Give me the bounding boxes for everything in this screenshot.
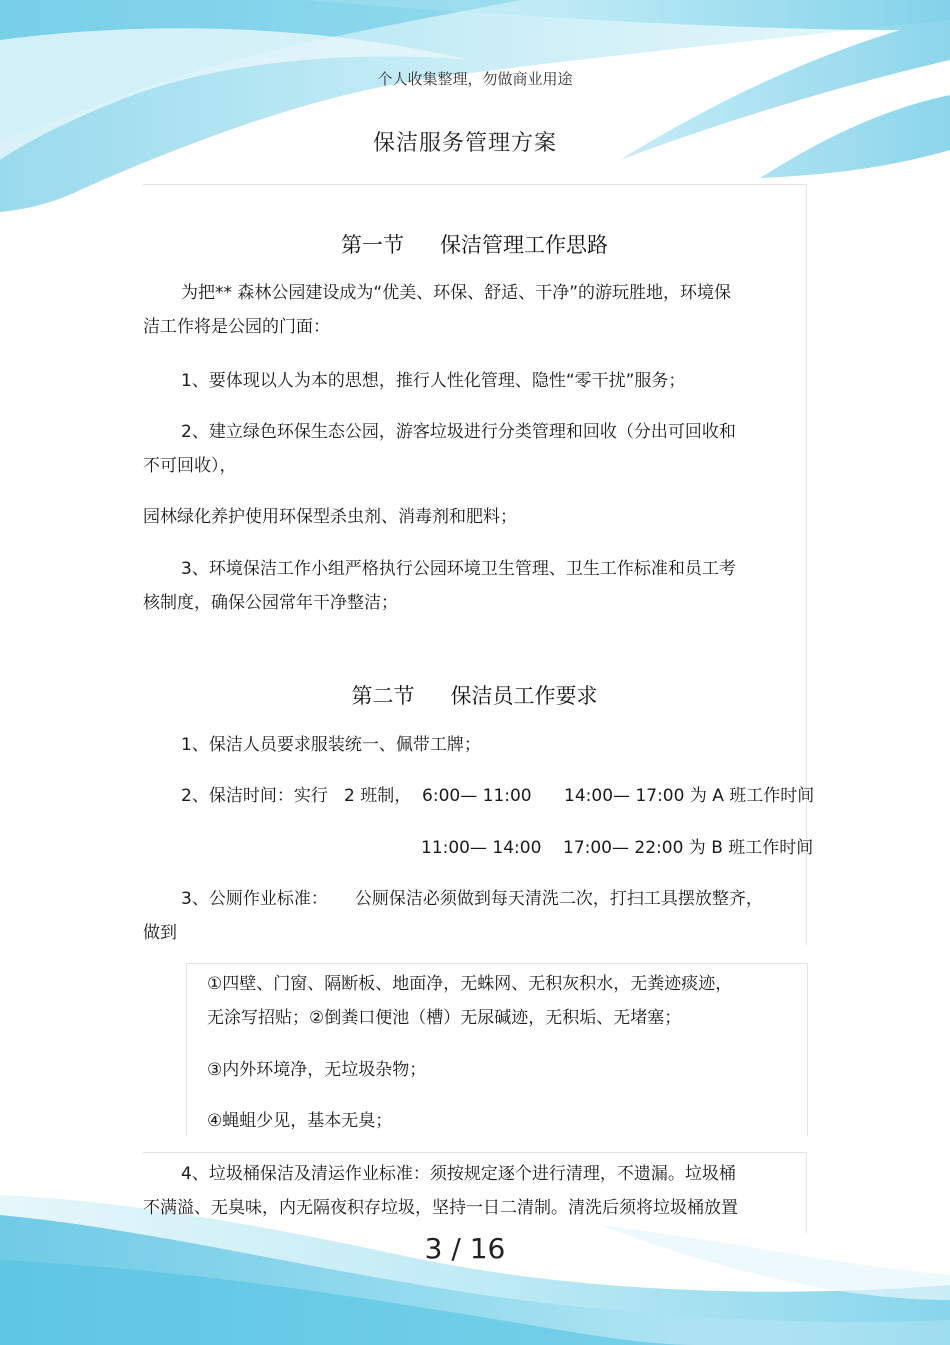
requirement-3-line-1: 3、公厕作业标准： 公厕保洁必须做到每天清洗二次，打扫工具摆放整齐， — [181, 889, 763, 909]
intro-line-1: 为把** 森林公园建设成为“优美、环保、舒适、干净”的游玩胜地，环境保 — [181, 283, 732, 303]
requirement-4-line-1: 4、垃圾桶保洁及清运作业标准：须按规定逐个进行清理，不遗漏。垃圾桶 — [181, 1164, 736, 1184]
page-indicator: 3 / 16 — [424, 1232, 506, 1265]
requirement-2-line-1: 2、保洁时间：实行 2 班制， 6:00— 11:00 14:00— 17:00 为 A 班工作时间 — [181, 786, 815, 806]
principle-item-3-line-2: 核制度，确保公园常年干净整洁； — [143, 593, 398, 613]
section-1-heading — [143, 229, 806, 259]
toilet-standard-a-line-2: 无涂写招贴；②倒粪口便池（槽）无尿碱迹，无积垢、无堵塞； — [207, 1008, 682, 1028]
requirement-3-line-2: 做到 — [143, 923, 177, 943]
section-2-title: 保洁员工作要求 — [450, 684, 598, 708]
requirement-2-line-2: 11:00— 14:00 17:00— 22:00 为 B 班工作时间 — [421, 838, 814, 858]
principle-item-2-line-1: 2、建立绿色环保生态公园，游客垃圾进行分类管理和回收（分出可回收和 — [181, 422, 736, 442]
toilet-standard-c: ④蝇蛆少见，基本无臭； — [207, 1111, 393, 1131]
requirement-1: 1、保洁人员要求服装统一、佩带工牌； — [181, 735, 481, 755]
principle-item-2-line-2: 不可回收）， — [143, 456, 237, 476]
toilet-standard-b: ③内外环境净，无垃圾杂物； — [207, 1060, 427, 1080]
principle-item-2-line-3: 园林绿化养护使用环保型杀虫剂、消毒剂和肥料； — [143, 507, 517, 527]
section-1-title: 保洁管理工作思路 — [440, 233, 608, 257]
section-2-number: 第二节 — [351, 684, 415, 708]
intro-line-2: 洁工作将是公园的门面： — [143, 317, 330, 337]
principle-item-3-line-1: 3、环境保洁工作小组严格执行公园环境卫生管理、卫生工作标准和员工考 — [181, 559, 736, 579]
watermark-text: 个人收集整理，勿做商业用途 — [377, 70, 573, 88]
toilet-standard-a-line-1: ①四壁、门窗、隔断板、地面净，无蛛网、无积灰积水，无粪迹痰迹， — [207, 974, 733, 994]
section-1-number: 第一节 — [341, 233, 404, 257]
requirement-4-line-2: 不满溢、无臭味，内无隔夜积存垃圾，坚持一日二清制。清洗后须将垃圾桶放置 — [143, 1198, 738, 1218]
principle-item-1: 1、要体现以人为本的思想，推行人性化管理、隐性“零干扰”服务； — [181, 371, 686, 391]
document-title: 保洁服务管理方案 — [372, 131, 557, 156]
section-2-heading — [143, 680, 806, 710]
